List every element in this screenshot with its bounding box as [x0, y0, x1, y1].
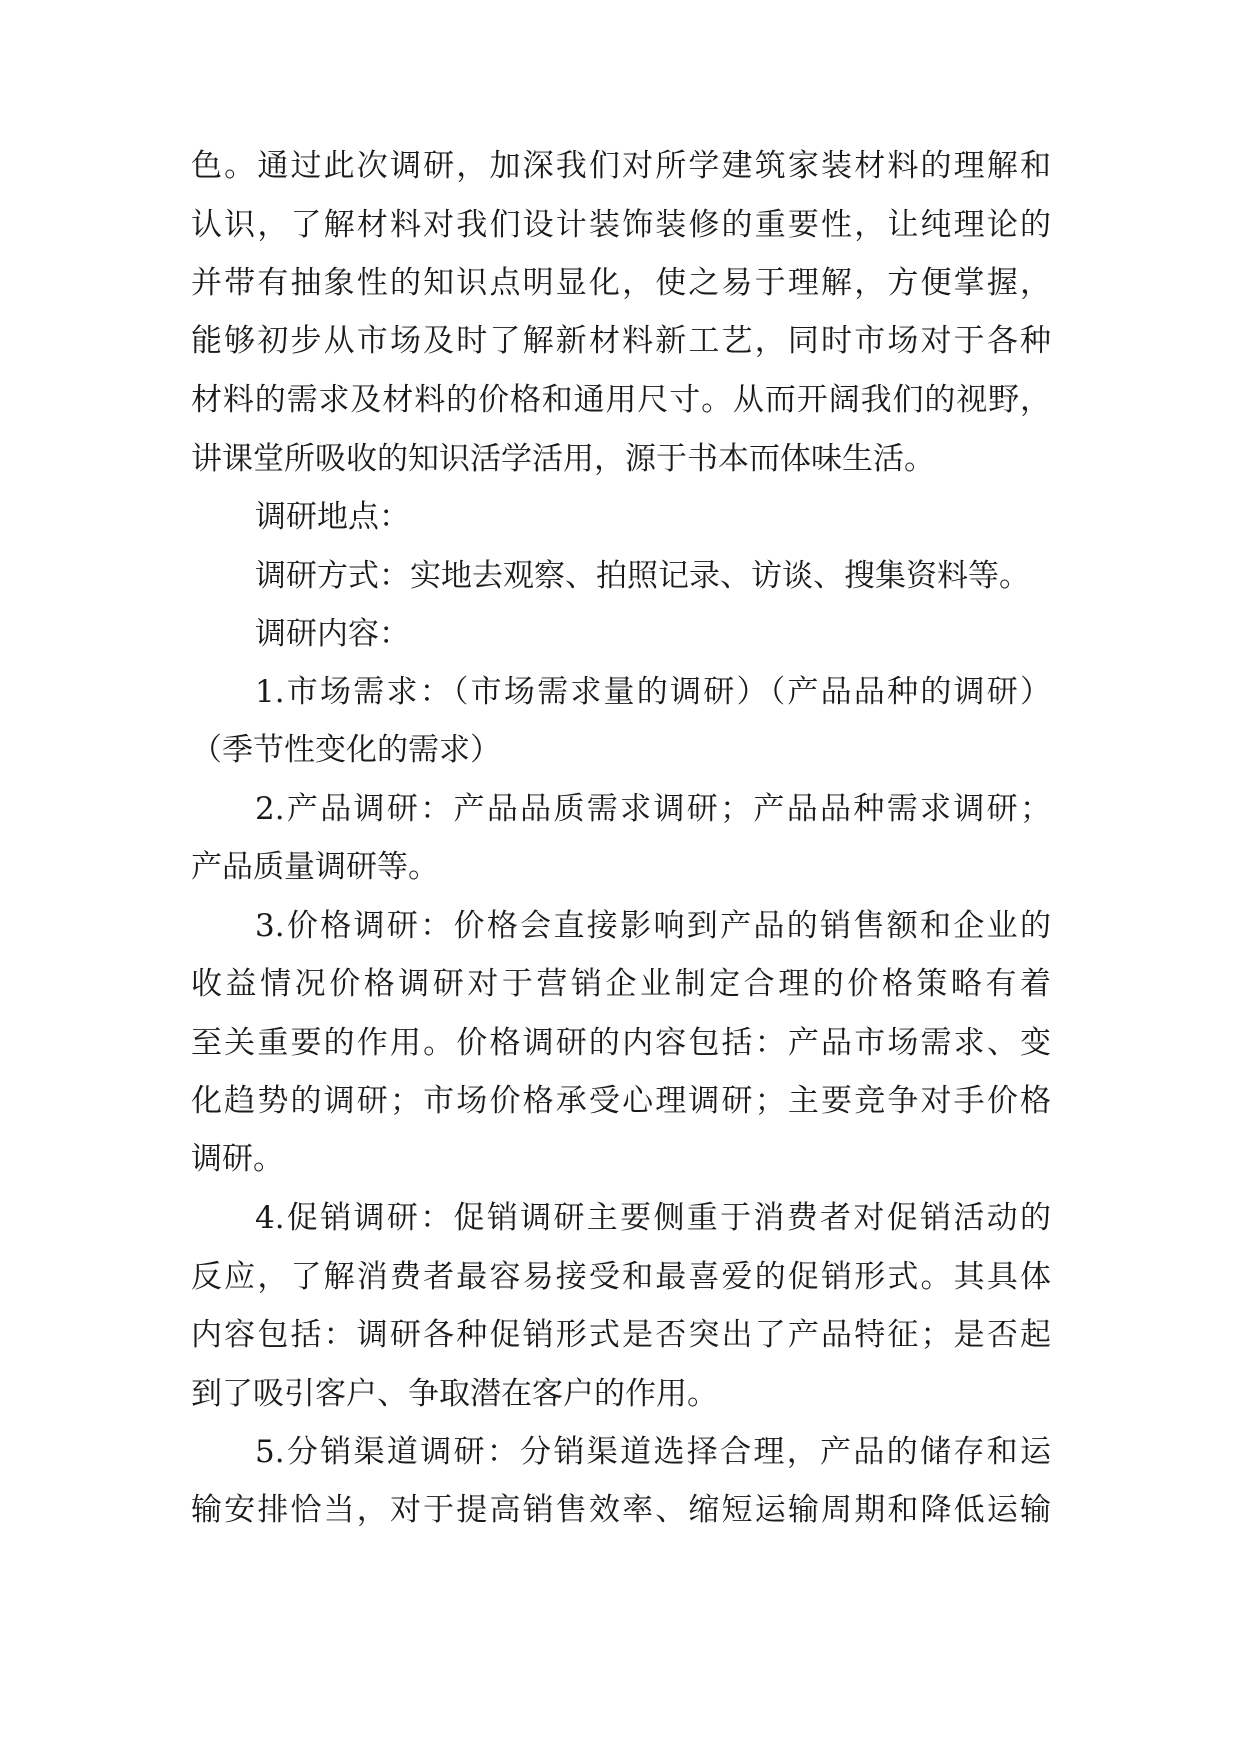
- list-item-line: 4.促销调研：促销调研主要侧重于消费者对促销活动的: [255, 1200, 1051, 1236]
- list-item-line: 产品质量调研等。: [191, 849, 439, 885]
- list-item-line: 3.价格调研：价格会直接影响到产品的销售额和企业的: [255, 908, 1051, 944]
- survey-content-heading: 调研内容：: [255, 616, 410, 652]
- list-item-line: 2.产品调研：产品品质需求调研；产品品种需求调研；: [255, 791, 1051, 827]
- list-item-line: 反应，了解消费者最容易接受和最喜爱的促销形式。其具体: [191, 1259, 1051, 1295]
- list-item-line: （季节性变化的需求）: [191, 732, 501, 768]
- survey-location-label: 调研地点：: [255, 499, 410, 535]
- body-text-line: 材料的需求及材料的价格和通用尺寸。从而开阔我们的视野，: [191, 382, 1051, 418]
- body-text-line: 讲课堂所吸收的知识活学活用，源于书本而体味生活。: [191, 441, 935, 477]
- list-item-line: 输安排恰当，对于提高销售效率、缩短运输周期和降低运输: [191, 1492, 1051, 1528]
- survey-method-line: 调研方式：实地去观察、拍照记录、访谈、搜集资料等。: [255, 558, 1030, 594]
- list-item-line: 1.市场需求：（市场需求量的调研）（产品品种的调研）: [255, 674, 1051, 710]
- list-item-line: 到了吸引客户、争取潜在客户的作用。: [191, 1376, 718, 1412]
- body-text-line: 认识，了解材料对我们设计装饰装修的重要性，让纯理论的: [191, 207, 1051, 243]
- list-item-line: 5.分销渠道调研：分销渠道选择合理，产品的储存和运: [255, 1434, 1051, 1470]
- list-item-line: 调研。: [191, 1141, 284, 1177]
- list-item-line: 化趋势的调研；市场价格承受心理调研；主要竞争对手价格: [191, 1083, 1051, 1119]
- list-item-line: 收益情况价格调研对于营销企业制定合理的价格策略有着: [191, 966, 1051, 1002]
- list-item-line: 内容包括：调研各种促销形式是否突出了产品特征；是否起: [191, 1317, 1051, 1353]
- body-text-line: 并带有抽象性的知识点明显化，使之易于理解，方便掌握，: [191, 265, 1051, 301]
- list-item-line: 至关重要的作用。价格调研的内容包括：产品市场需求、变: [191, 1025, 1051, 1061]
- body-text-line: 色。通过此次调研，加深我们对所学建筑家装材料的理解和: [191, 148, 1051, 184]
- body-text-line: 能够初步从市场及时了解新材料新工艺，同时市场对于各种: [191, 323, 1051, 359]
